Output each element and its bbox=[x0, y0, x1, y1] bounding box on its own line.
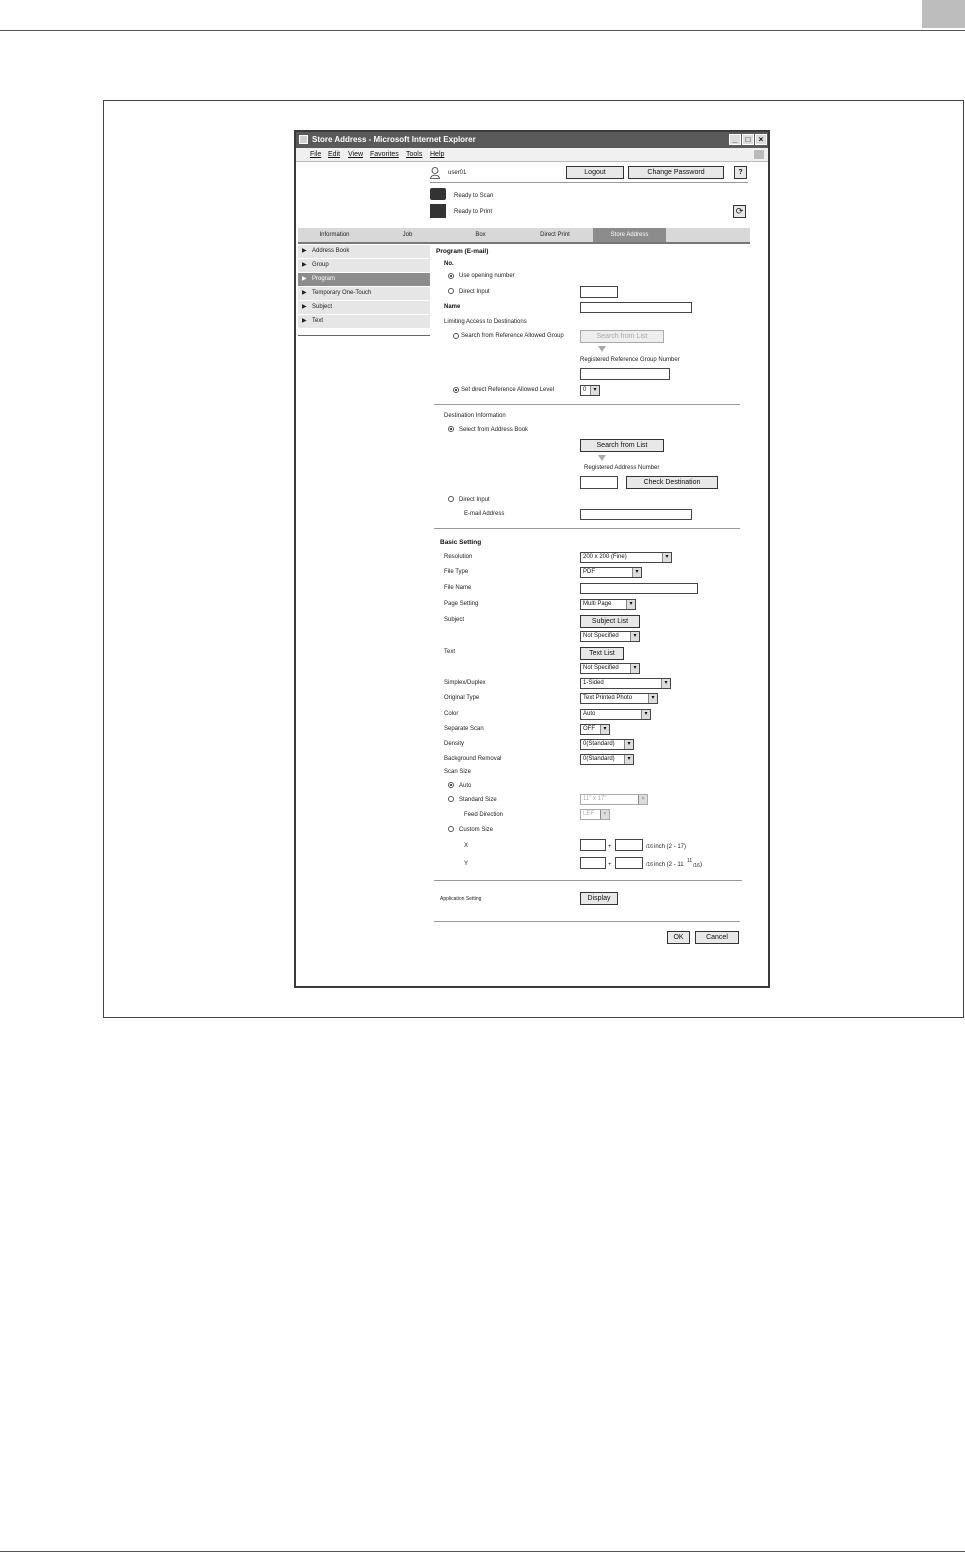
divider-1 bbox=[434, 404, 740, 405]
triangle-icon: ▶ bbox=[302, 276, 307, 282]
density-value: 0(Standard) bbox=[583, 741, 615, 747]
feed-value: LEF bbox=[583, 811, 595, 817]
pagesetting-label: Page Setting bbox=[444, 601, 479, 607]
auto-label: Auto bbox=[459, 783, 472, 789]
y-plus: + bbox=[608, 862, 612, 868]
standard-size-label: Standard Size bbox=[459, 797, 497, 803]
y-label: Y bbox=[464, 861, 469, 867]
name-label: Name bbox=[444, 304, 461, 310]
y-range-label: inch (2 - 11 bbox=[654, 862, 684, 868]
cancel-button[interactable]: Cancel bbox=[695, 931, 739, 944]
text-value: Not Specified bbox=[583, 665, 619, 671]
set-direct-ref-radio[interactable] bbox=[453, 387, 459, 393]
tab-direct-print[interactable]: Direct Print bbox=[540, 232, 570, 238]
auto-radio[interactable] bbox=[448, 782, 454, 788]
subject-value: Not Specified bbox=[583, 633, 619, 639]
resolution-value: 200 x 200 (Fine) bbox=[583, 554, 627, 560]
email-label: E-mail Address bbox=[464, 511, 505, 517]
x-plus: + bbox=[608, 844, 612, 850]
filename-label: File Name bbox=[444, 585, 472, 591]
bg-label: Background Removal bbox=[444, 756, 502, 762]
y-fraction-label: /16 bbox=[646, 862, 653, 868]
subject-label: Subject bbox=[444, 617, 465, 623]
feed-direction-select[interactable] bbox=[580, 809, 610, 820]
standard-size-select[interactable] bbox=[580, 794, 648, 805]
search-ref-radio[interactable] bbox=[453, 333, 459, 339]
filename-input[interactable] bbox=[580, 583, 698, 594]
density-label: Density bbox=[444, 741, 465, 747]
chevron-down-icon: ▾ bbox=[600, 725, 609, 734]
arrow-down-icon bbox=[598, 455, 606, 461]
registered-address-label: Registered Address Number bbox=[584, 465, 660, 471]
select-from-book-radio[interactable] bbox=[448, 426, 454, 432]
menu-view[interactable]: View bbox=[348, 151, 364, 158]
filetype-value: PDF bbox=[583, 569, 595, 575]
triangle-icon: ▶ bbox=[302, 248, 307, 254]
select-from-book-label: Select from Address Book bbox=[459, 427, 529, 433]
x-range-label: inch (2 - 17) bbox=[654, 844, 687, 850]
level-select[interactable] bbox=[580, 385, 600, 396]
basic-title: Basic Setting bbox=[440, 539, 482, 546]
menu-file[interactable]: File bbox=[310, 151, 322, 158]
menu-help[interactable]: Help bbox=[430, 151, 445, 158]
triangle-icon: ▶ bbox=[302, 262, 307, 268]
menu-tools[interactable]: Tools bbox=[406, 151, 423, 158]
simplex-label: Simplex/Duplex bbox=[444, 680, 486, 686]
chevron-down-icon: ▾ bbox=[630, 664, 639, 673]
sidebar-item-address-book[interactable]: ▶ Address Book bbox=[298, 245, 430, 259]
original-select[interactable] bbox=[580, 693, 658, 704]
triangle-icon: ▶ bbox=[302, 318, 307, 324]
original-value: Text Printed Photo bbox=[583, 695, 633, 701]
browser-window bbox=[294, 130, 770, 988]
chevron-down-icon: ▾ bbox=[624, 740, 633, 749]
maximize-icon[interactable]: □ bbox=[742, 134, 754, 145]
separate-value: OFF bbox=[583, 726, 595, 732]
page-top-rule bbox=[0, 30, 965, 31]
density-select[interactable] bbox=[580, 739, 634, 750]
chevron-down-icon: ▾ bbox=[641, 710, 650, 719]
tab-bar bbox=[298, 228, 750, 244]
no-input[interactable] bbox=[580, 286, 618, 298]
name-input[interactable] bbox=[580, 302, 692, 313]
use-opening-radio[interactable] bbox=[448, 273, 454, 279]
simplex-select[interactable] bbox=[580, 678, 671, 689]
filetype-label: File Type bbox=[444, 569, 469, 575]
pagesetting-value: Multi Page bbox=[583, 601, 612, 607]
registered-address-input[interactable] bbox=[580, 476, 618, 489]
subject-select[interactable] bbox=[580, 631, 640, 642]
change-password-button[interactable]: Change Password bbox=[628, 166, 724, 179]
text-label: Text bbox=[444, 649, 456, 655]
chevron-down-icon: ▾ bbox=[624, 755, 633, 764]
divider-3 bbox=[434, 880, 742, 881]
menu-favorites[interactable]: Favorites bbox=[370, 151, 399, 158]
text-list-button[interactable]: Text List bbox=[580, 647, 624, 660]
application-label: Application Setting bbox=[440, 896, 482, 902]
page-corner-tab bbox=[922, 0, 965, 28]
sidebar-item-temporary-one-touch[interactable]: ▶ Temporary One-Touch bbox=[298, 287, 430, 301]
text-select[interactable] bbox=[580, 663, 640, 674]
no-label: No. bbox=[444, 261, 454, 267]
menu-edit[interactable]: Edit bbox=[328, 151, 341, 158]
level-value: 0 bbox=[583, 387, 587, 393]
subject-list-button[interactable]: Subject List bbox=[580, 615, 640, 628]
filetype-select[interactable] bbox=[580, 567, 642, 578]
direct-input-no-label: Direct Input bbox=[459, 289, 490, 295]
y-range-sub: /16 bbox=[693, 863, 700, 869]
custom-size-radio[interactable] bbox=[448, 826, 454, 832]
direct-input-email-radio[interactable] bbox=[448, 496, 454, 502]
bg-value: 0(Standard) bbox=[583, 756, 615, 762]
arrow-down-icon bbox=[598, 346, 606, 352]
pagesetting-select[interactable] bbox=[580, 599, 636, 610]
chevron-down-icon: ▾ bbox=[662, 553, 671, 562]
chevron-down-icon: ▾ bbox=[626, 600, 635, 609]
ie-icon bbox=[299, 135, 308, 144]
divider-2 bbox=[434, 528, 740, 529]
windows-logo-icon bbox=[754, 150, 764, 159]
program-title: Program (E-mail) bbox=[436, 248, 489, 255]
limiting-label: Limiting Access to Destinations bbox=[444, 319, 527, 325]
search-ref-list-button[interactable]: Search from List bbox=[580, 330, 664, 343]
sidebar-item-subject[interactable]: ▶ Subject bbox=[298, 301, 430, 315]
set-direct-ref-label: Set direct Reference Allowed Level bbox=[461, 387, 555, 393]
status-print: Ready to Print bbox=[454, 209, 493, 215]
email-input[interactable] bbox=[580, 509, 692, 520]
destination-label: Destination Information bbox=[444, 413, 506, 419]
search-destination-button[interactable]: Search from List bbox=[580, 439, 664, 452]
standard-size-radio[interactable] bbox=[448, 796, 454, 802]
y-fraction-input[interactable] bbox=[615, 857, 643, 869]
simplex-value: 1-Sided bbox=[583, 680, 604, 686]
color-value: Auto bbox=[583, 711, 596, 717]
triangle-icon: ▶ bbox=[302, 304, 307, 310]
display-button[interactable]: Display bbox=[580, 892, 618, 905]
y-inch-input[interactable] bbox=[580, 857, 606, 869]
user-name: user01 bbox=[448, 170, 467, 176]
logout-button[interactable]: Logout bbox=[566, 166, 624, 179]
direct-input-no-radio[interactable] bbox=[448, 288, 454, 294]
feed-direction-label: Feed Direction bbox=[464, 812, 504, 818]
window-title: Store Address - Microsoft Internet Explorer bbox=[312, 135, 476, 144]
y-range-sup: 11 bbox=[687, 858, 693, 864]
sidebar-divider bbox=[298, 335, 430, 336]
direct-input-email-label: Direct Input bbox=[459, 497, 490, 503]
chevron-down-icon: ▾ bbox=[648, 694, 657, 703]
ok-button[interactable]: OK bbox=[667, 931, 690, 944]
scanner-icon bbox=[430, 188, 446, 200]
title-bar bbox=[296, 132, 768, 148]
check-destination-button[interactable]: Check Destination bbox=[626, 476, 718, 489]
tab-box[interactable]: Box bbox=[475, 232, 486, 238]
custom-size-label: Custom Size bbox=[459, 827, 494, 833]
chevron-down-icon: ▾ bbox=[638, 795, 647, 804]
separate-label: Separate Scan bbox=[444, 726, 484, 732]
close-icon[interactable]: × bbox=[755, 134, 767, 145]
page-bottom-rule bbox=[0, 1551, 965, 1552]
tab-store-address[interactable]: Store Address bbox=[593, 228, 666, 242]
sidebar-item-text[interactable]: ▶ Text bbox=[298, 315, 430, 329]
use-opening-label: Use opening number bbox=[459, 273, 515, 279]
resolution-select[interactable] bbox=[580, 552, 672, 563]
printer-icon bbox=[430, 204, 446, 218]
scansize-label: Scan Size bbox=[444, 769, 472, 775]
refresh-icon[interactable]: ⟳ bbox=[733, 205, 746, 218]
divider-4 bbox=[434, 921, 740, 922]
x-fraction-input[interactable] bbox=[615, 839, 643, 851]
bg-select[interactable] bbox=[580, 754, 634, 765]
menu-bar bbox=[296, 148, 768, 162]
sidebar-item-program[interactable]: ▶ Program bbox=[298, 273, 430, 287]
standard-value: 11" x 17" bbox=[583, 796, 607, 802]
triangle-icon: ▶ bbox=[302, 290, 307, 296]
search-ref-label: Search from Reference Allowed Group bbox=[461, 333, 564, 339]
x-inch-input[interactable] bbox=[580, 839, 606, 851]
help-button[interactable]: ? bbox=[734, 166, 747, 179]
status-scan: Ready to Scan bbox=[454, 193, 494, 199]
color-label: Color bbox=[444, 711, 459, 717]
minimize-icon[interactable]: _ bbox=[729, 134, 741, 145]
chevron-down-icon: ▾ bbox=[590, 386, 599, 395]
chevron-down-icon: ▾ bbox=[600, 810, 609, 819]
user-icon bbox=[430, 166, 440, 178]
color-select[interactable] bbox=[580, 709, 651, 720]
original-label: Original Type bbox=[444, 695, 480, 701]
resolution-label: Resolution bbox=[444, 554, 473, 560]
x-label: X bbox=[464, 843, 469, 849]
header-divider bbox=[430, 182, 748, 183]
chevron-down-icon: ▾ bbox=[661, 679, 670, 688]
registered-ref-group-label: Registered Reference Group Number bbox=[580, 357, 680, 363]
sidebar-item-group[interactable]: ▶ Group bbox=[298, 259, 430, 273]
y-range-close: ) bbox=[700, 862, 702, 868]
registered-ref-group-input[interactable] bbox=[580, 368, 670, 380]
chevron-down-icon: ▾ bbox=[630, 632, 639, 641]
x-fraction-label: /16 bbox=[646, 844, 653, 850]
tab-information[interactable]: Information bbox=[319, 232, 350, 238]
separate-select[interactable] bbox=[580, 724, 610, 735]
tab-job[interactable]: Job bbox=[402, 232, 413, 238]
chevron-down-icon: ▾ bbox=[632, 568, 641, 577]
